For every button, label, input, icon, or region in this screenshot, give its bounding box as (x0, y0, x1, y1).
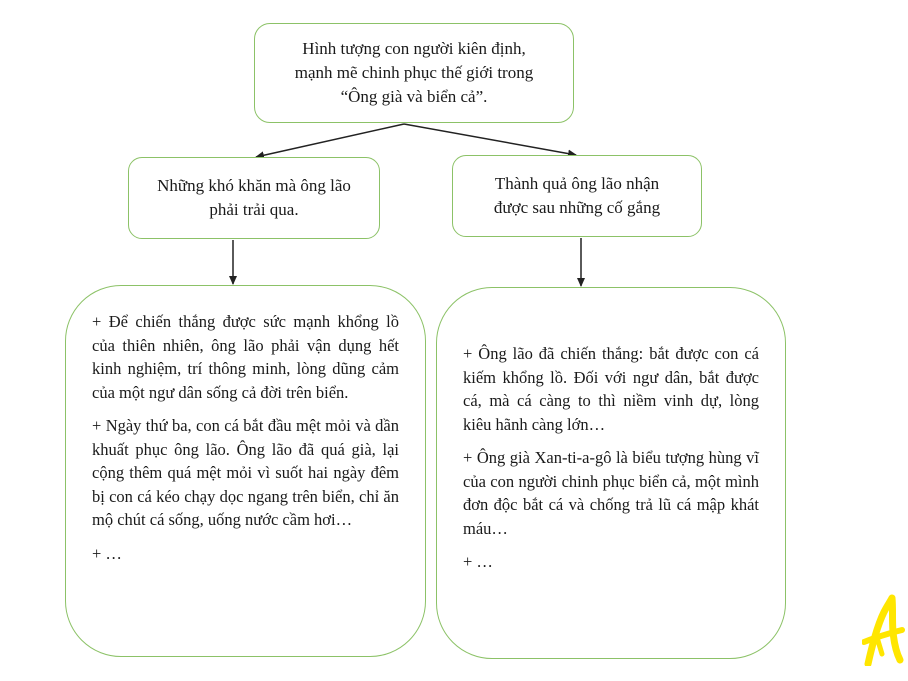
difficulties-detail-item: + … (92, 543, 122, 563)
difficulties-node-text: Những khó khăn mà ông lão phải trải qua. (157, 176, 351, 219)
root-node (254, 23, 574, 123)
difficulties-node (128, 157, 380, 239)
achievements-detail-item: + Ông già Xan-ti-a-gô là biểu tượng hùng vĩ của con người chinh phục biển cả, một mình đơn độc bắt cá và chống trả lũ cá mập khát máu… (463, 448, 759, 538)
achievements-detail-item: + … (463, 552, 493, 571)
difficulties-detail-item: + Ngày thứ ba, con cá bắt đầu mệt mỏi và dần khuất phục ông lão. Ông lão đã quá già, lại cộng thêm quá mệt mỏi vì suốt hai ngày đêm bị con cá kéo chạy dọc ngang trên biển, chỉ ăn mộ chút cá sống, uống nước cầm hơi… (92, 416, 399, 529)
achievements-node-text: Thành quả ông lão nhận được sau những cố gắng (493, 174, 661, 217)
achievements-detail-box (436, 287, 786, 659)
arrow-root-to-left (256, 124, 404, 157)
achievements-node (452, 155, 702, 237)
achievements-detail-item: + Ông lão đã chiến thắng: bắt được con cá kiếm khổng lồ. Đối với ngư dân, bắt được cá, mà cá càng to thì niềm vinh dự, lòng kiêu hãnh càng lớn… (463, 344, 759, 434)
arrow-root-to-right (404, 124, 576, 155)
brand-logo-icon (862, 594, 906, 666)
difficulties-detail-box (65, 285, 426, 657)
root-node-text: Hình tượng con người kiên định, mạnh mẽ chinh phục thế giới trong “Ông già và biển cả”. (294, 39, 534, 106)
difficulties-detail-item: + Để chiến thắng được sức mạnh khổng lồ của thiên nhiên, ông lão phải vận dụng hết kinh nghiệm, trí thông minh, lòng dũng cảm của một ngư dân sống cả đời trên biển. (92, 312, 399, 402)
